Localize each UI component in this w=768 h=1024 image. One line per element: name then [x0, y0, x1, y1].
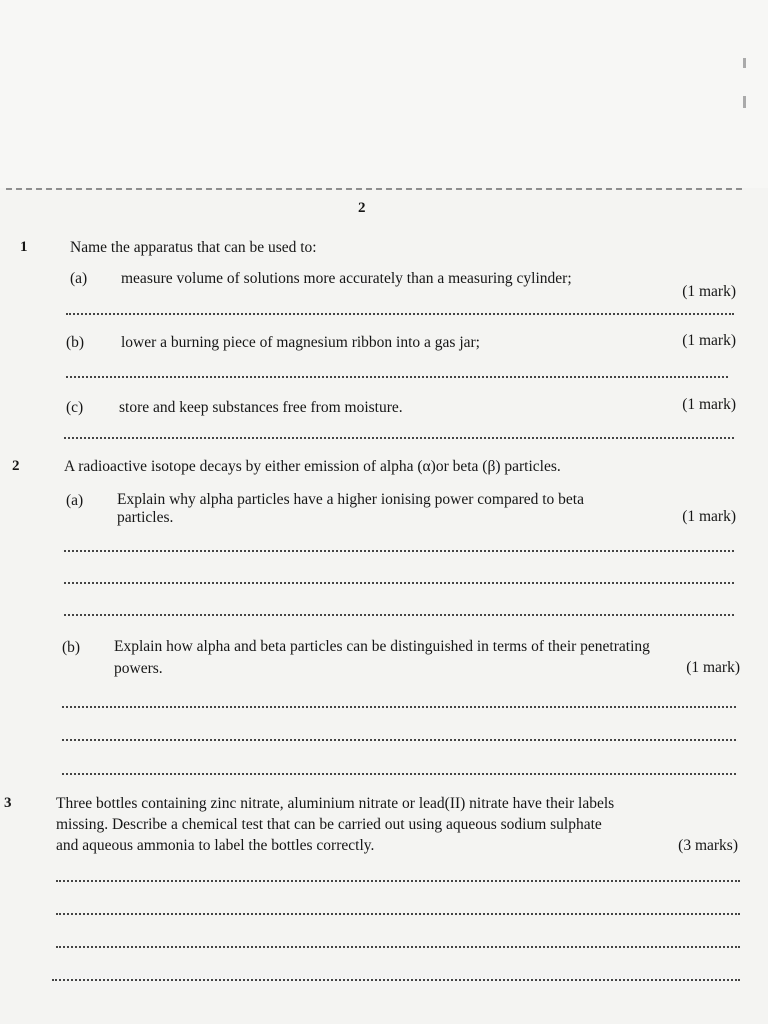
q2b-answer-line-2[interactable] — [62, 739, 736, 741]
q3-answer-line-4[interactable] — [52, 979, 740, 981]
q1c-answer-line[interactable] — [64, 437, 734, 439]
q1c-label: (c) — [66, 399, 84, 416]
q2a-line1: Explain why alpha particles have a higher ionising power compared to beta — [117, 491, 584, 508]
q3-line1: Three bottles containing zinc nitrate, aluminium nitrate or lead(II) nitrate have their labels — [56, 795, 615, 812]
q2a-answer-line-1[interactable] — [64, 550, 734, 552]
question-1-number: 1 — [20, 239, 28, 255]
q1b-answer-line[interactable] — [66, 376, 728, 378]
q2b-marks: (1 mark) — [686, 659, 740, 676]
q2a-label: (a) — [66, 492, 84, 509]
q1a-label: (a) — [70, 270, 88, 287]
q3-marks: (3 marks) — [678, 837, 738, 854]
q1a-answer-line[interactable] — [66, 313, 734, 315]
q2a-line2: particles. — [117, 509, 174, 526]
q1a-marks: (1 mark) — [682, 283, 736, 300]
question-3-number: 3 — [4, 795, 12, 811]
q2a-answer-line-2[interactable] — [64, 582, 734, 584]
q2b-label: (b) — [62, 639, 81, 656]
q1b-marks: (1 mark) — [682, 332, 736, 349]
q2a-marks: (1 mark) — [682, 508, 736, 525]
q3-line2: missing. Describe a chemical test that can be carried out using aqueous sodium sulphate — [56, 816, 602, 833]
q2b-answer-line-3[interactable] — [62, 773, 736, 775]
q3-line3: and aqueous ammonia to label the bottles correctly. — [56, 837, 375, 854]
q2b-line1: Explain how alpha and beta particles can be distinguished in terms of their penetrating — [114, 638, 650, 655]
q1b-text: lower a burning piece of magnesium ribbon into a gas jar; — [121, 334, 480, 351]
q1a-text: measure volume of solutions more accurately than a measuring cylinder; — [121, 270, 572, 287]
q3-answer-line-2[interactable] — [56, 913, 740, 915]
margin-mark — [743, 58, 746, 68]
question-1-stem: Name the apparatus that can be used to: — [70, 239, 317, 256]
margin-mark — [743, 96, 746, 108]
q1c-marks: (1 mark) — [682, 396, 736, 413]
blank-header-area — [0, 0, 768, 188]
q2b-line2: powers. — [114, 660, 163, 677]
question-2-stem: A radioactive isotope decays by either emission of alpha (α)or beta (β) particles. — [64, 458, 561, 475]
question-2-number: 2 — [12, 458, 20, 474]
page-number: 2 — [358, 200, 366, 216]
perforation-line — [6, 188, 742, 190]
q3-answer-line-3[interactable] — [56, 946, 740, 948]
q2a-answer-line-3[interactable] — [64, 614, 734, 616]
q1b-label: (b) — [66, 334, 85, 351]
q1c-text: store and keep substances free from moisture. — [119, 399, 403, 416]
q3-answer-line-1[interactable] — [56, 880, 740, 882]
q2b-answer-line-1[interactable] — [62, 706, 736, 708]
